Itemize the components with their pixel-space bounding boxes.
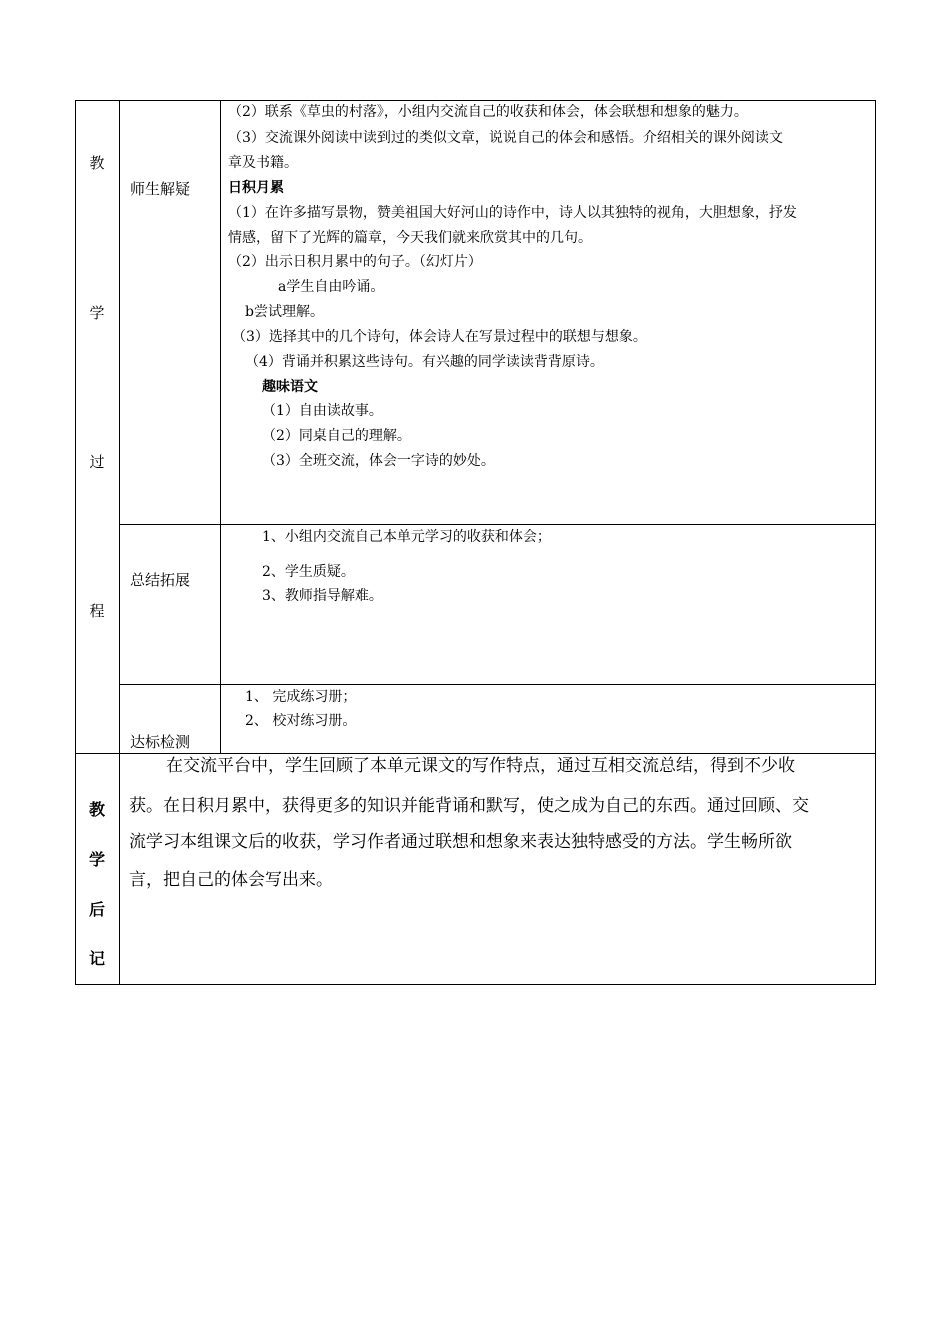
table-border-v3	[119, 753, 120, 985]
content-line: 情感，留下了光辉的篇章，今天我们就来欣赏其中的几句。	[228, 230, 592, 246]
section-label-explain: 师生解疑	[130, 180, 191, 198]
side-char: 教	[88, 800, 105, 819]
content-line: 2、 校对练习册。	[245, 713, 357, 729]
content-line: （1）在许多描写景物，赞美祖国大好河山的诗作中，诗人以其独特的视角，大胆想象，抒发	[228, 205, 797, 221]
section-label-check: 达标检测	[130, 733, 191, 751]
table-border-v2	[220, 101, 221, 753]
afterword-line: 流学习本组课文后的收获，学习作者通过联想和想象来表达独特感受的方法。学生畅所欲	[129, 832, 792, 852]
content-line: （2）同桌自己的理解。	[262, 428, 411, 444]
content-line: a学生自由吟诵。	[278, 279, 385, 295]
side-char: 记	[88, 949, 105, 968]
side-char: 过	[89, 453, 105, 471]
table-border-h2	[119, 684, 876, 685]
afterword-line: 获。在日积月累中，获得更多的知识并能背诵和默写，使之成为自己的东西。通过回顾、交	[129, 796, 809, 816]
table-border-v1	[119, 101, 120, 753]
content-line: （2）出示日积月累中的句子。（幻灯片）	[228, 254, 482, 270]
content-line: b尝试理解。	[245, 304, 324, 320]
content-line: （3）交流课外阅读中读到过的类似文章，说说自己的体会和感悟。介绍相关的课外阅读文	[228, 130, 783, 146]
content-line: （4）背诵并积累这些诗句。有兴趣的同学读读背背原诗。	[245, 354, 604, 370]
side-char: 学	[89, 304, 105, 322]
content-line: （1）自由读故事。	[262, 403, 383, 419]
content-line: 1、 完成练习册；	[245, 689, 357, 705]
side-char: 学	[88, 850, 105, 869]
side-char: 后	[88, 900, 105, 919]
content-line: （2）联系《草虫的村落》，小组内交流自己的收获和体会，体会联想和想象的魅力。	[228, 104, 748, 120]
subheading: 日积月累	[228, 180, 284, 196]
side-char: 程	[89, 602, 105, 620]
section-label-summary: 总结拓展	[130, 571, 191, 589]
afterword-line: 在交流平台中，学生回顾了本单元课文的写作特点，通过互相交流总结，得到不少收	[166, 756, 795, 776]
content-line: 2、学生质疑。	[262, 564, 355, 580]
content-line: （3）选择其中的几个诗句，体会诗人在写景过程中的联想与想象。	[232, 329, 647, 345]
content-line: 章及书籍。	[228, 155, 298, 171]
subheading: 趣味语文	[262, 379, 318, 395]
content-line: （3）全班交流，体会一字诗的妙处。	[262, 453, 495, 469]
side-char: 教	[89, 154, 105, 172]
content-line: 3、教师指导解难。	[262, 588, 383, 604]
content-line: 1、小组内交流自己本单元学习的收获和体会；	[262, 529, 551, 545]
afterword-line: 言，把自己的体会写出来。	[129, 870, 333, 890]
